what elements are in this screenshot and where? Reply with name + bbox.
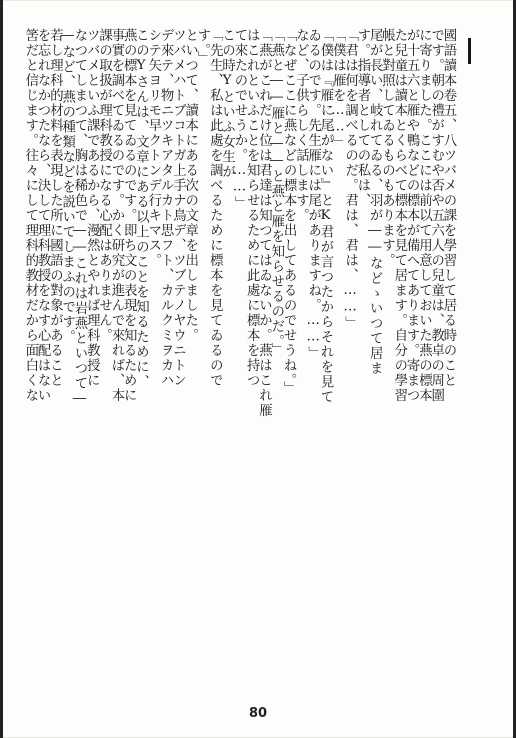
text-line: など、子供らしく話します。 — [293, 28, 309, 223]
text-line: 「君は何を調べるのだ。君は、君は、……」 — [342, 28, 358, 332]
text-line: 「先生、私は此處を調べるために標本を見てゐるので — [207, 28, 223, 388]
text-line: 「僕は『雁に尾がない』とK君が言つたからそれを見て — [318, 28, 333, 405]
text-line: に寄りました。ここには前以て用意しておいた燕の標本 — [416, 28, 432, 403]
page-number: 80 — [248, 706, 268, 721]
text-line: ゐるのです。先生雁には尾がありますね。……」 — [305, 28, 321, 362]
text-line: 「僕は雁を……」 — [330, 28, 346, 152]
text-line: 「燕と――雁と――と燕と雁を知らせるのだ。」 — [268, 28, 284, 358]
text-line: なつてしまつて、胸は稀色で――これは岩燕といつて― — [72, 28, 87, 408]
text-line: 若し理科的材料を表現した所に國語の對象があること — [47, 28, 63, 388]
section-mark — [468, 38, 471, 64]
text-line: 尾が長い、岐れてゐる、羽が――などゝいつて居ま — [367, 28, 383, 377]
text-line: ―など、燕の種類などを説いてしまふのです。 — [59, 28, 75, 345]
text-line: このYさんは、文章にある以上のことを知るために、 — [133, 28, 149, 390]
text-line: 事實を調べてゐるのです。かく研究が進んで來れば、本 — [108, 28, 124, 403]
text-line: ツバメハトブコトガ上手ナ鳥デ、ツブテノヤウニトン — [170, 28, 186, 388]
text-line: シテ矢ヨリモ早クトンデ行キマス。 — [145, 28, 161, 268]
text-line: 「燕がこれだけ位は君達は知つてはゐないか。燕はこれ雁 — [256, 28, 272, 418]
text-line: が十五六と雁や鴨などの標本が備へてあります。寄まつ — [404, 28, 420, 403]
page-edge-left — [0, 0, 3, 738]
text-line: 「なぜここに燕などの標本を出してあるのでせうね。」 — [281, 28, 297, 397]
text-line: といつて、讀本にある次の文章を出しました。 — [182, 28, 198, 343]
text-line: て來たのでせうか。……」 — [231, 28, 247, 212]
text-line: 筈だと信じます。往々にして理科的教材だから面白くな — [22, 28, 38, 403]
text-line: 帳と對照してゐるものもあります。 — [379, 28, 395, 268]
text-line: デ來テ、物ニツキアタルカト思フト、カルクミヲカハ — [158, 28, 174, 388]
text-line: はこれといふことを知らせるために此處に標本を持つ — [244, 28, 260, 388]
text-line: 課の取扱が理科教授になる心配はありません。 — [96, 28, 112, 343]
text-line: ツバメといふ課であるから、漫然とやれば理科教授に — [84, 28, 100, 388]
text-line: た兒童は讀本とくらべて標本を見て居ます。自分の學習 — [391, 28, 407, 403]
text-line: す。」 — [195, 28, 210, 67]
text-line: す。指導者としての私は、 — [354, 28, 370, 208]
text-line: を忘れなかつたなら、決して理科教授をなす心配はない — [35, 28, 51, 403]
text-line: 國語讀本卷五、八ツバメの課を學習して居る時のこと — [441, 28, 456, 388]
text-line: 燕の標本を見てゐるのです。即ち文の表現を知るために — [121, 28, 137, 403]
text-line: この時Yといふ女生が — [219, 28, 235, 180]
text-line: です。朝の禮がすむや否や五六人の兒童は、教卓の周圍 — [428, 28, 444, 403]
